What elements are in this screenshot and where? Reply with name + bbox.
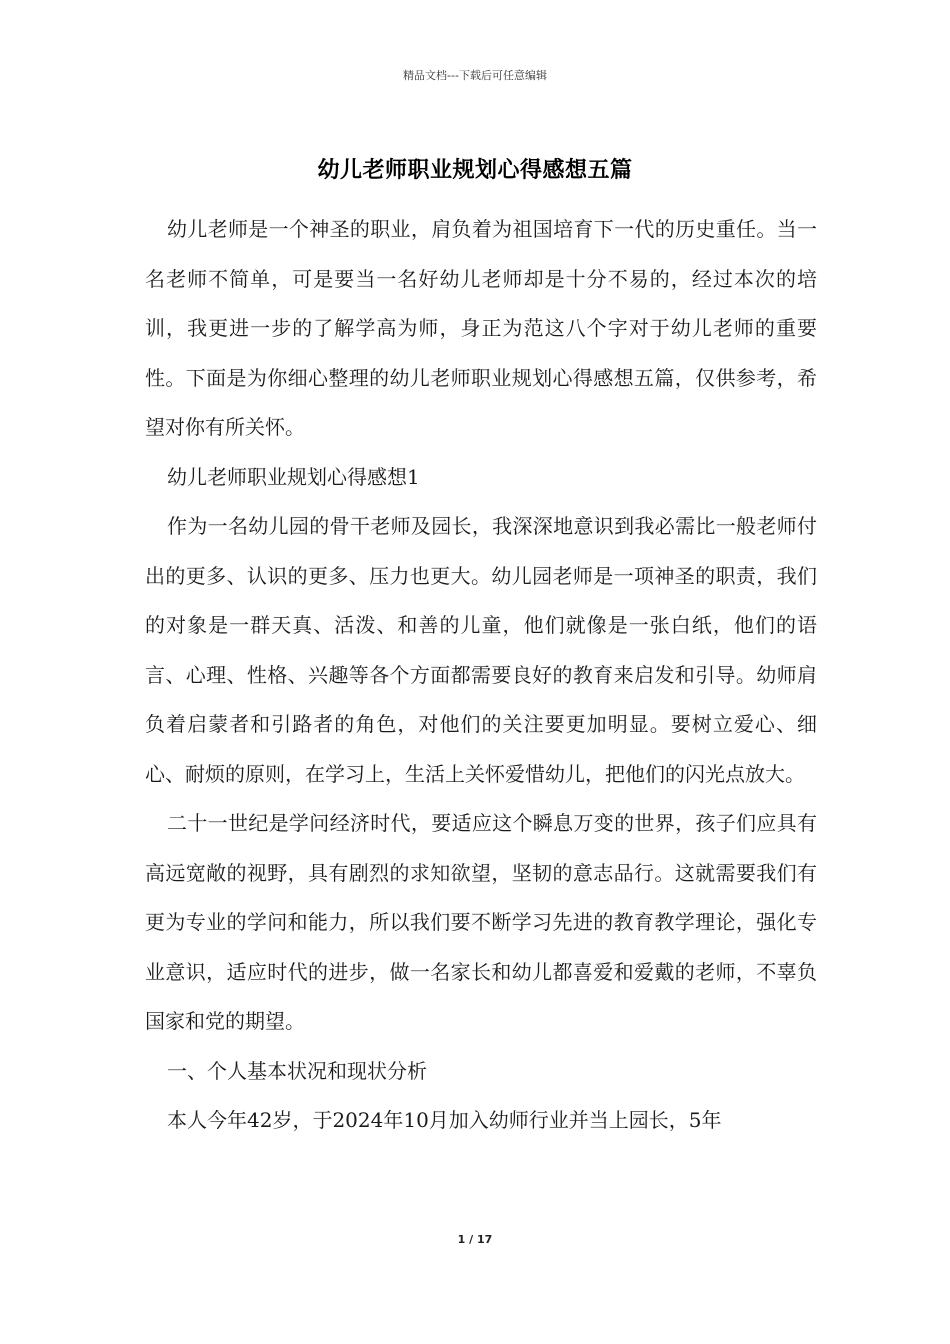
- header-note: 精品文档---下载后可任意编辑: [403, 69, 547, 82]
- body-paragraph-1: 作为一名幼儿园的骨干老师及园长，我深深地意识到我必需比一般老师付出的更多、认识的更多、压力也更大。幼儿园老师是一项神圣的职责，我们的对象是一群天真、活泼、和善的儿童，他们就像是一张白纸，他们的语言、心理、性格、兴趣等各个方面都需要良好的教育来启发和引导。幼师肩负着启蒙者和引路者的角色，对他们的关注要更加明显。要树立爱心、细心、耐烦的原则，在学习上，生活上关怀爱惜幼儿，把他们的闪光点放大。: [145, 514, 817, 786]
- subsection-heading-1: 一、个人基本状况和现状分析: [167, 1058, 427, 1083]
- body-paragraph-3: 本人今年42岁，于2024年10月加入幼师行业并当上园长，5年: [167, 1108, 722, 1132]
- intro-paragraph: 幼儿老师是一个神圣的职业，肩负着为祖国培育下一代的历史重任。当一名老师不简单，可是要当一名好幼儿老师却是十分不易的，经过本次的培训，我更进一步的了解学高为师，身正为范这八个字对于幼儿老师的重要性。下面是为你细心整理的幼儿老师职业规划心得感想五篇，仅供参考，希望对你有所关怀。: [145, 217, 817, 439]
- document-body: [145, 205, 817, 1146]
- section-heading-1: 幼儿老师职业规划心得感想1: [167, 464, 420, 489]
- body-paragraph-2: 二十一世纪是学问经济时代，要适应这个瞬息万变的世界，孩子们应具有高远宽敞的视野，具有剧烈的求知欲望，坚韧的意志品行。这就需要我们有更为专业的学问和能力，所以我们要不断学习先进的教育教学理论，强化专业意识，适应时代的进步，做一名家长和幼儿都喜爱和爱戴的老师，不辜负国家和党的期望。: [145, 811, 817, 1033]
- page-indicator: 1 / 17: [457, 1233, 493, 1246]
- document-title: 幼儿老师职业规划心得感想五篇: [317, 158, 633, 183]
